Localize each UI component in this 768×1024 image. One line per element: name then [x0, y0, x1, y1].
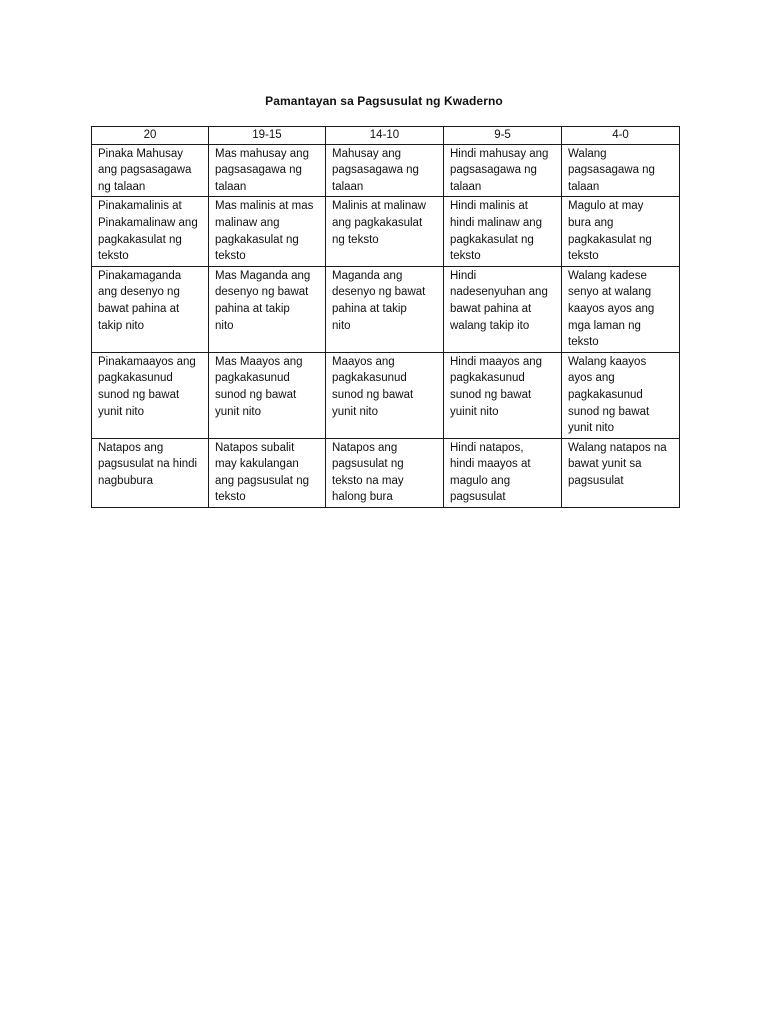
cell-text-line: kaayos ayos ang: [568, 302, 655, 315]
cell-text-line: ang pagsasagawa: [98, 164, 192, 177]
cell-text-line: Natapos ang: [332, 441, 398, 454]
cell-text-line: desenyo ng bawat: [332, 286, 426, 299]
cell-text-line: ng teksto: [332, 233, 379, 246]
cell-text-line: sunod ng bawat: [568, 405, 650, 418]
table-cell: [562, 352, 680, 438]
cell-text-line: Maayos ang: [332, 355, 395, 368]
cell-text-line: Natapos subalit: [215, 441, 295, 454]
table-cell: [444, 197, 562, 266]
cell-text-line: ng talaan: [98, 180, 146, 193]
table-cell: [92, 352, 209, 438]
rubric-table: [91, 126, 680, 508]
cell-text-line: Mas Maayos ang: [215, 355, 303, 368]
cell-text-line: pagsasagawa ng: [568, 164, 655, 177]
cell-text-line: Pinakamaganda: [98, 269, 182, 282]
table-cell: [209, 438, 326, 507]
cell-text-line: ang pagkakasulat: [332, 216, 423, 229]
cell-text-line: bawat yunit sa: [568, 458, 642, 471]
cell-text-line: pahina at takip: [332, 302, 407, 315]
cell-text-line: nadesenyuhan ang: [450, 286, 548, 299]
cell-text-line: senyo at walang: [568, 286, 652, 299]
cell-text-line: Hindi natapos,: [450, 441, 524, 454]
table-cell: [444, 352, 562, 438]
cell-text-line: sunod ng bawat: [450, 388, 532, 401]
cell-text-line: talaan: [568, 180, 600, 193]
cell-text-line: pagkakasulat ng: [98, 233, 182, 246]
cell-text-line: teksto: [568, 336, 599, 349]
cell-text-line: sunod ng bawat: [332, 388, 414, 401]
cell-text-line: ang desenyo ng: [98, 286, 180, 299]
table-cell: [92, 266, 209, 352]
cell-text-line: sunod ng bawat: [215, 388, 297, 401]
cell-text-line: teksto: [568, 250, 599, 263]
table-row: [92, 266, 680, 352]
cell-text-line: Pinakamalinaw ang: [98, 216, 198, 229]
cell-text-line: talaan: [215, 180, 247, 193]
table-cell: [92, 144, 209, 197]
cell-text-line: may kakulangan: [215, 458, 299, 471]
cell-text-line: Hindi maayos ang: [450, 355, 543, 368]
table-row: [92, 352, 680, 438]
table-cell: [444, 438, 562, 507]
cell-text-line: Mas mahusay ang: [215, 147, 309, 160]
cell-text-line: Hindi: [450, 269, 477, 282]
cell-text-line: bura ang: [568, 216, 614, 229]
table-cell: [209, 352, 326, 438]
score-header-14-10: 14-10: [326, 127, 444, 145]
table-cell: [326, 438, 444, 507]
cell-text-line: Malinis at malinaw: [332, 200, 426, 213]
cell-text-line: takip nito: [98, 319, 145, 332]
cell-text-line: pagsusulat: [568, 474, 624, 487]
cell-text-line: Mas malinis at mas: [215, 200, 314, 213]
table-cell: [326, 266, 444, 352]
table-cell: [562, 197, 680, 266]
table-cell: [562, 438, 680, 507]
cell-text-line: Maganda ang: [332, 269, 403, 282]
cell-text-line: Pinaka Mahusay: [98, 147, 184, 160]
table-cell: [209, 266, 326, 352]
cell-text-line: walang takip ito: [450, 319, 530, 332]
cell-text-line: nito: [332, 319, 351, 332]
cell-text-line: talaan: [450, 180, 482, 193]
table-cell: [326, 144, 444, 197]
rubric-body: [92, 144, 680, 507]
document-title: Pamantayan sa Pagsusulat ng Kwaderno: [265, 94, 503, 108]
cell-text-line: Walang natapos na: [568, 441, 667, 454]
cell-text-line: nito: [215, 319, 234, 332]
cell-text-line: yuinit nito: [450, 405, 499, 418]
cell-text-line: desenyo ng bawat: [215, 286, 309, 299]
cell-text-line: halong bura: [332, 491, 393, 504]
header-row: [92, 127, 680, 145]
table-row: [92, 144, 680, 197]
cell-text-line: pagkakasunud: [215, 372, 290, 385]
cell-text-line: mga laman ng: [568, 319, 641, 332]
table-cell: [92, 197, 209, 266]
cell-text-line: teksto na may: [332, 474, 404, 487]
cell-text-line: talaan: [332, 180, 364, 193]
table-cell: [209, 144, 326, 197]
cell-text-line: pagsasagawa ng: [450, 164, 537, 177]
table-cell: [326, 197, 444, 266]
table-row: [92, 438, 680, 507]
cell-text-line: yunit nito: [98, 405, 145, 418]
score-header-19-15: 19-15: [209, 127, 326, 145]
cell-text-line: Walang kaayos: [568, 355, 647, 368]
table-cell: [562, 144, 680, 197]
cell-text-line: pagkakasunud: [568, 388, 643, 401]
cell-text-line: yunit nito: [332, 405, 379, 418]
score-header-20: 20: [92, 127, 209, 145]
cell-text-line: bawat pahina at: [450, 302, 532, 315]
table-cell: [562, 266, 680, 352]
cell-text-line: Hindi mahusay ang: [450, 147, 549, 160]
cell-text-line: pagkakasunud: [450, 372, 525, 385]
cell-text-line: teksto: [215, 491, 246, 504]
table-cell: [326, 352, 444, 438]
cell-text-line: yunit nito: [215, 405, 262, 418]
cell-text-line: yunit nito: [568, 422, 615, 435]
cell-text-line: pagsusulat ng: [332, 458, 404, 471]
table-cell: [92, 438, 209, 507]
table-cell: [209, 197, 326, 266]
cell-text-line: Natapos ang: [98, 441, 164, 454]
cell-text-line: Magulo at may: [568, 200, 644, 213]
cell-text-line: hindi maayos at: [450, 458, 531, 471]
table-row: [92, 197, 680, 266]
score-header-4-0: 4-0: [562, 127, 680, 145]
cell-text-line: teksto: [450, 250, 481, 263]
cell-text-line: pagkakasunud: [98, 372, 173, 385]
cell-text-line: ang pagsusulat ng: [215, 474, 309, 487]
cell-text-line: Pinakamalinis at: [98, 200, 182, 213]
cell-text-line: magulo ang: [450, 474, 511, 487]
table-cell: [444, 266, 562, 352]
cell-text-line: hindi malinaw ang: [450, 216, 543, 229]
cell-text-line: nagbubura: [98, 474, 153, 487]
cell-text-line: Mahusay ang: [332, 147, 402, 160]
cell-text-line: sunod ng bawat: [98, 388, 180, 401]
table-cell: [444, 144, 562, 197]
cell-text-line: pagsusulat: [450, 491, 506, 504]
cell-text-line: Pinakamaayos ang: [98, 355, 196, 368]
cell-text-line: pagsasagawa ng: [215, 164, 302, 177]
cell-text-line: pagkakasulat ng: [450, 233, 534, 246]
cell-text-line: pahina at takip: [215, 302, 290, 315]
cell-text-line: Hindi malinis at: [450, 200, 528, 213]
cell-text-line: teksto: [215, 250, 246, 263]
cell-text-line: ayos ang: [568, 372, 615, 385]
cell-text-line: pagsusulat na hindi: [98, 458, 198, 471]
score-header-9-5: 9-5: [444, 127, 562, 145]
cell-text-line: teksto: [98, 250, 129, 263]
cell-text-line: pagsasagawa ng: [332, 164, 419, 177]
cell-text-line: Walang: [568, 147, 607, 160]
cell-text-line: pagkakasunud: [332, 372, 407, 385]
cell-text-line: malinaw ang: [215, 216, 280, 229]
cell-text-line: Walang kadese: [568, 269, 647, 282]
cell-text-line: Mas Maganda ang: [215, 269, 311, 282]
cell-text-line: pagkakasulat ng: [215, 233, 299, 246]
cell-text-line: bawat pahina at: [98, 302, 180, 315]
cell-text-line: pagkakasulat ng: [568, 233, 652, 246]
